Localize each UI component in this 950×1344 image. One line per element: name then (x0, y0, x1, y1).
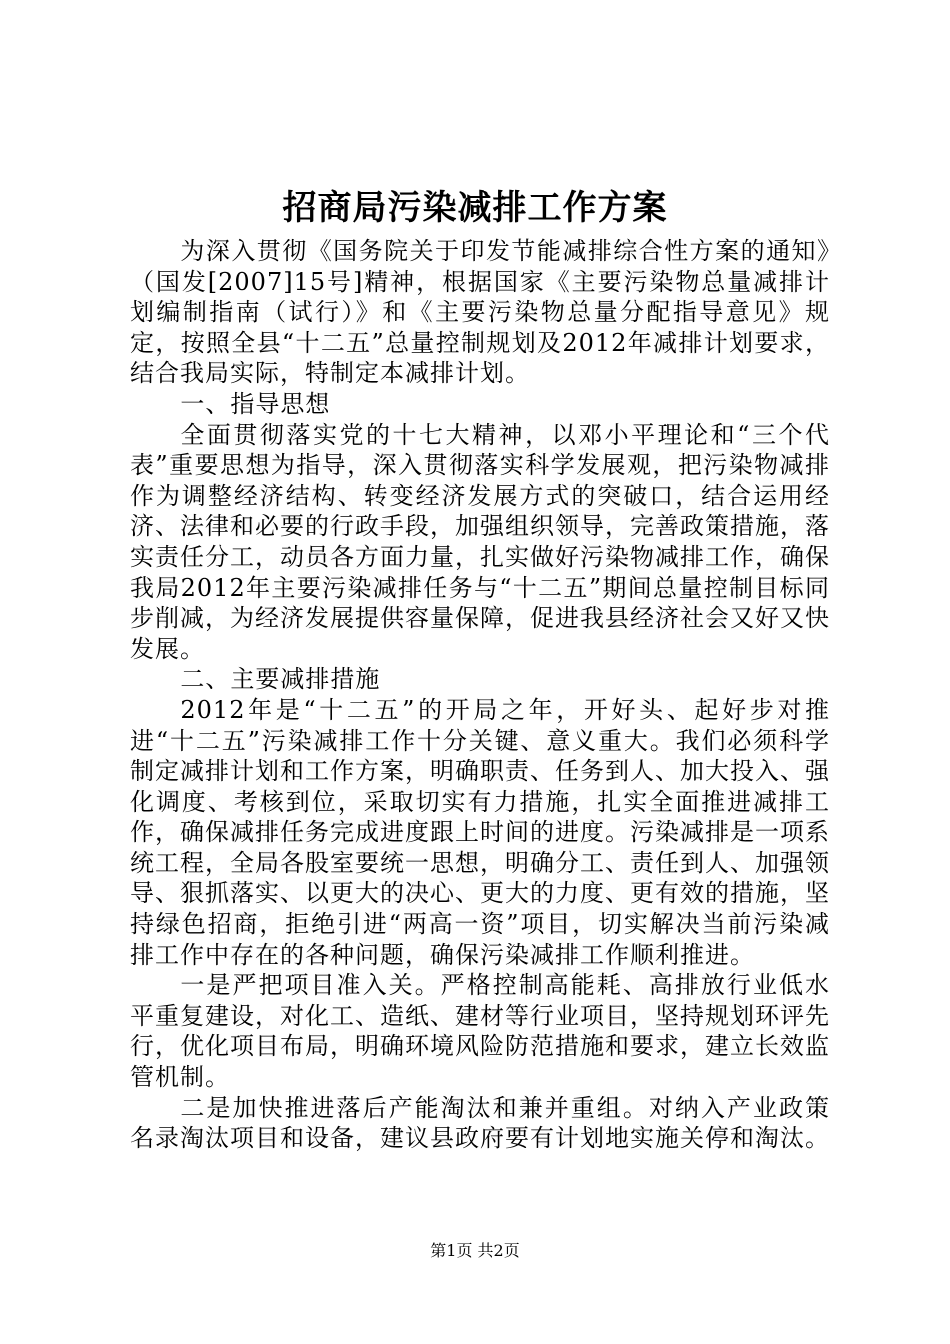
measure-one-paragraph: 一是严把项目准入关。严格控制高能耗、高排放行业低水平重复建设，对化工、造纸、建材等行业项目，坚持规划环评先行，优化项目布局，明确环境风险防范措施和要求，建立长效监管机制。 (130, 971, 830, 1092)
section-heading-main-measures: 二、主要减排措施 (180, 665, 381, 694)
document-title: 招商局污染减排工作方案 (282, 188, 668, 228)
document-body (130, 236, 830, 1154)
measure-two-paragraph: 二是加快推进落后产能淘汰和兼并重组。对纳入产业政策名录淘汰项目和设备，建议县政府要有计划地实施关停和淘汰。 (130, 1093, 830, 1153)
guiding-ideology-paragraph: 全面贯彻落实党的十七大精神，以邓小平理论和“三个代表”重要思想为指导，深入贯彻落实科学发展观，把污染物减排作为调整经济结构、转变经济发展方式的突破口，结合运用经济、法律和必要的行政手段，加强组织领导，完善政策措施，落实责任分工，动员各方面力量，扎实做好污染物减排工作，确保我局2012年主要污染减排任务与“十二五”期间总量控制目标同步削减，为经济发展提供容量保障，促进我县经济社会又好又快发展。 (130, 420, 830, 663)
page-number-footer: 第1页 共2页 (430, 1241, 520, 1260)
intro-paragraph: 为深入贯彻《国务院关于印发节能减排综合性方案的通知》（国发[2007]15号]精神，根据国家《主要污染物总量减排计划编制指南（试行）》和《主要污染物总量分配指导意见》规定，按照全县“十二五”总量控制规划及2012年减排计划要求，结合我局实际，特制定本减排计划。 (130, 237, 830, 388)
main-measures-paragraph: 2012年是“十二五”的开局之年，开好头、起好步对推进“十二五”污染减排工作十分关键、意义重大。我们必须科学制定减排计划和工作方案，明确职责、任务到人、加大投入、强化调度、考核到位，采取切实有力措施，扎实全面推进减排工作，确保减排任务完成进度跟上时间的进度。污染减排是一项系统工程，全局各股室要统一思想，明确分工、责任到人、加强领导、狠抓落实、以更大的决心、更大的力度、更有效的措施，坚持绿色招商，拒绝引进“两高一资”项目，切实解决当前污染减排工作中存在的各种问题，确保污染减排工作顺利推进。 (130, 695, 830, 969)
section-heading-guiding-ideology: 一、指导思想 (180, 389, 331, 418)
